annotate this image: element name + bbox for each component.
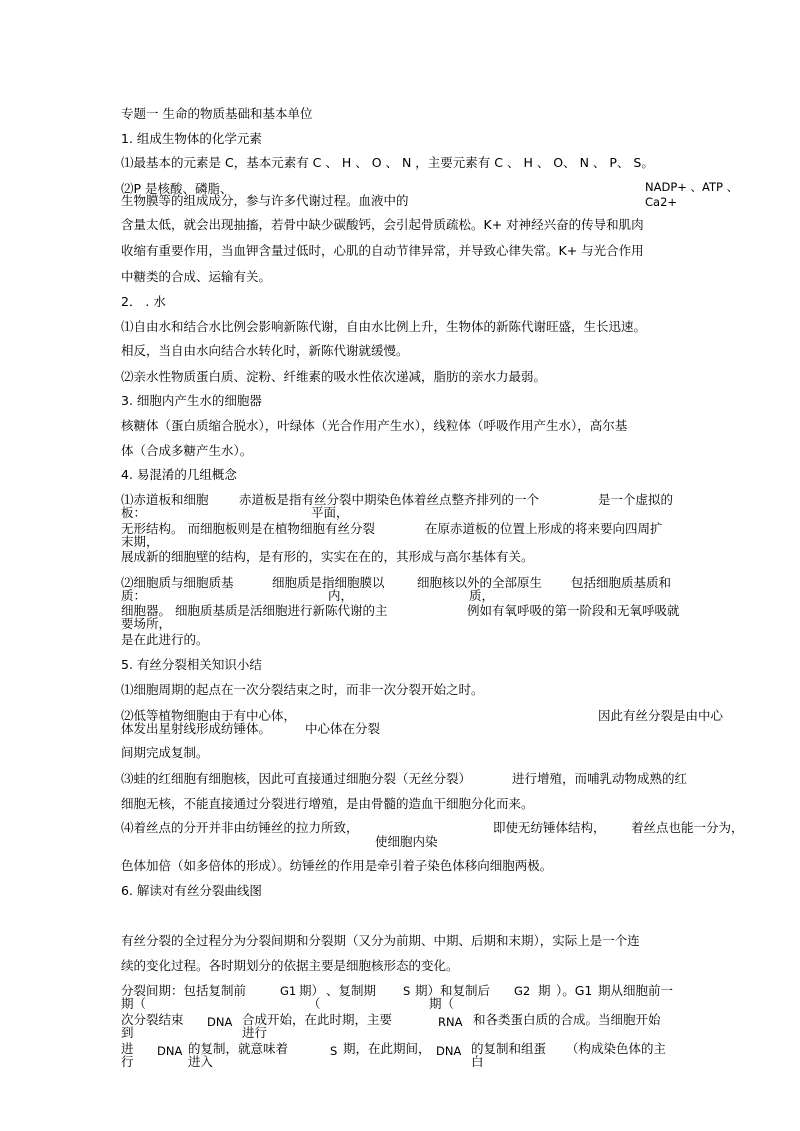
section-3-paragraph-line-1: 核糖体（蛋白质缩合脱水），叶绿体（光合作用产生水），线粒体（呼吸作用产生水），高尔基 (121, 418, 628, 433)
concept-1-late-phase: 末期， (121, 534, 159, 549)
section-5-paragraph-3-start: ⑶蛙的红细胞有细胞核，因此可直接通过细胞分裂（无丝分裂） (121, 771, 472, 786)
section-6-paragraph-1-line-1: 有丝分裂的全过程分为分裂间期和分裂期（又分为前期、中期、后期和末期），实际上是一个连 (121, 933, 640, 948)
section-2-paragraph-1-line-1: ⑴自由水和结合水比例会影响新陈代谢，自由水比例上升，生物体的新陈代谢旺盛，生长迅速。 (121, 319, 647, 334)
section-5-paragraph-4-mid: 即使无纺锤体结构， (493, 820, 606, 835)
interphase-row-2-dna: DNA (207, 1015, 233, 1029)
concept-1-line-2-end: 在原赤道板的位置上形成的将来要向四周扩 (425, 521, 663, 536)
section-5-paragraph-1: ⑴细胞周期的起点在一次分裂结束之时，而非一次分裂开始之时。 (121, 682, 484, 697)
interphase-row-3-a: 进 (121, 1041, 134, 1056)
section-2-paragraph-2: ⑵亲水性物质蛋白质、淀粉、纤维素的吸水性依次递减，脂肪的亲水力最弱。 (121, 369, 547, 384)
interphase-row-3-dna: DNA (157, 1044, 183, 1058)
section-5-paragraph-4-start: ⑷着丝点的分开并非由纺锤丝的拉力所致， (121, 820, 359, 835)
interphase-row-1-period-2: 期（ (429, 996, 455, 1011)
section-5-paragraph-4-sub: 使细胞内染 (375, 834, 438, 849)
concept-2-definition: 细胞质是指细胞膜以 (272, 575, 385, 590)
page-title: 专题一 生命的物质基础和基本单位 (121, 106, 313, 121)
concept-1-line-2: 无形结构。 而细胞板则是在植物细胞有丝分裂 (121, 521, 375, 536)
interphase-row-1-period: 期） (299, 983, 325, 998)
section-3-paragraph-line-2: 体（合成多糖产生水）。 (121, 443, 253, 458)
concept-2-example: 例如有氧呼吸的第一阶段和无氧呼吸就 (467, 603, 680, 618)
section-5-paragraph-4-end: 着丝点也能一分为， (631, 820, 744, 835)
concept-1-line-3: 展成新的细胞壁的结构，是有形的，实实在在的，其形成与高尔基体有关。 (121, 549, 534, 564)
section-1-paragraph-2-line-3: 收缩有重要作用，当血钾含量过低时，心肌的自动节律异常，并导致心律失常。K+ 与光合作用 (121, 243, 644, 258)
interphase-row-3-enter: 进入 (188, 1054, 214, 1069)
interphase-row-1-paren: （ (308, 996, 321, 1011)
section-1-paragraph-2-line-2: 含量太低，就会出现抽搐，若骨中缺少碳酸钙，会引起骨质疏松。K+ 对神经兴奋的传导和肌肉 (121, 217, 644, 232)
section-1-ca2: Ca2+ (645, 195, 678, 209)
concept-2-main-site: 要场所， (121, 616, 172, 631)
concept-2-term: ⑵细胞质与细胞质基 (121, 575, 234, 590)
section-1-paragraph-1: ⑴最基本的元素是 C，基本元素有 C 、 H 、 O 、 N ，主要元素有 C 、 H 、 O、 N 、 P、 S。 (121, 155, 654, 170)
interphase-row-2-b: 到 (121, 1025, 134, 1040)
interphase-row-3-white: 白 (471, 1054, 484, 1069)
section-5-paragraph-4-line-2: 色体加倍（如多倍体的形成）。纺锤丝的作用是牵引着子染色体移向细胞两极。 (121, 858, 553, 873)
concept-1-term-cont: 板： (121, 505, 147, 520)
interphase-row-3-dna-2: DNA (436, 1044, 462, 1058)
concept-2-nucleus-cont: 质， (469, 588, 495, 603)
section-5-paragraph-2-start: ⑵低等植物细胞由于有中心体， (121, 708, 297, 723)
section-5-heading: 5. 有丝分裂相关知识小结 (121, 657, 262, 672)
section-5-paragraph-2-centrosome: 中心体在分裂 (305, 721, 381, 736)
interphase-row-1-post: 期）和复制后 (415, 983, 491, 998)
interphase-row-1-g1: G1 (280, 984, 297, 998)
interphase-row-1-b: 期（ (121, 996, 147, 1011)
interphase-row-2-rna: RNA (438, 1015, 463, 1029)
interphase-row-3-period: 期，在此期间， (343, 1041, 431, 1056)
concept-1-definition: 赤道板是指有丝分裂中期染色体着丝点整齐排列的一个 (239, 492, 540, 507)
concept-1-term: ⑴赤道板和细胞 (121, 492, 209, 507)
section-2-heading: 2． . 水 (121, 294, 166, 309)
section-5-paragraph-2-spindle: 体发出星射线形成纺锤体。 (121, 721, 272, 736)
section-4-heading: 4. 易混淆的几组概念 (121, 467, 237, 482)
interphase-row-3-histone: 的复制和组蛋 (471, 1041, 547, 1056)
section-5-paragraph-2-interphase: 间期完成复制。 (121, 745, 209, 760)
section-1-paragraph-2-line-4: 中糖类的合成、运输有关。 (121, 269, 272, 284)
interphase-row-1-a: 分裂间期：包括复制前 (121, 983, 247, 998)
interphase-row-1-replication: 、复制期 (326, 983, 377, 998)
concept-2-term-cont: 质： (121, 588, 147, 603)
section-1-paragraph-2-start: ⑵P 是核酸、磷脂、 (121, 181, 233, 196)
interphase-row-2-proceed: 进行 (242, 1025, 268, 1040)
concept-1-definition-cont: 平面， (311, 505, 349, 520)
concept-1-virtual: 是一个虚拟的 (598, 492, 674, 507)
concept-2-line-2: 细胞器。 细胞质基质是活细胞进行新陈代谢的主 (121, 603, 388, 618)
section-6-paragraph-1-line-2: 续的变化过程。各时期划分的依据主要是细胞核形态的变化。 (121, 958, 459, 973)
concept-2-definition-cont: 内， (328, 588, 354, 603)
section-6-heading: 6. 解读对有丝分裂曲线图 (121, 883, 262, 898)
interphase-row-3-b: 行 (121, 1054, 134, 1069)
section-5-paragraph-3-line-2: 细胞无核，不能直接通过分裂进行增殖，是由骨髓的造血干细胞分化而来。 (121, 796, 534, 811)
section-1-nadp-atp: NADP+ 、ATP 、 (645, 180, 739, 194)
concept-2-includes: 包括细胞质基质和 (571, 575, 672, 590)
interphase-row-3-replication: 的复制，就意味着 (188, 1041, 289, 1056)
interphase-row-1-s: S (403, 984, 411, 998)
concept-2-nucleus: 细胞核以外的全部原生 (417, 575, 543, 590)
concept-2-line-3: 是在此进行的。 (121, 632, 209, 647)
interphase-row-2-end: 和各类蛋白质的合成。当细胞开始 (473, 1012, 661, 1027)
interphase-row-2-a: 次分裂结束 (121, 1012, 184, 1027)
interphase-row-1-g1-start: ）。G1 (556, 983, 593, 998)
interphase-row-2-synthesis: 合成开始，在此时期，主要 (242, 1012, 393, 1027)
section-2-paragraph-1-line-2: 相反，当自由水向结合水转化时，新陈代谢就缓慢。 (121, 343, 409, 358)
interphase-row-3-s: S (330, 1044, 338, 1058)
section-5-paragraph-2-end: 因此有丝分裂是由中心 (598, 708, 724, 723)
interphase-row-1-period-3: 期 (538, 983, 551, 998)
section-3-heading: 3. 细胞内产生水的细胞器 (121, 393, 262, 408)
interphase-row-1-g2: G2 (514, 984, 531, 998)
section-1-heading: 1. 组成生物体的化学元素 (121, 131, 262, 146)
section-1-paragraph-2-line-1: 生物膜等的组成成分，参与许多代谢过程。血液中的 (121, 193, 409, 208)
section-5-paragraph-3-end: 进行增殖，而哺乳动物成熟的红 (512, 771, 688, 786)
interphase-row-1-end: 期从细胞前一 (598, 983, 674, 998)
interphase-row-3-end: （构成染色体的主 (566, 1041, 667, 1056)
